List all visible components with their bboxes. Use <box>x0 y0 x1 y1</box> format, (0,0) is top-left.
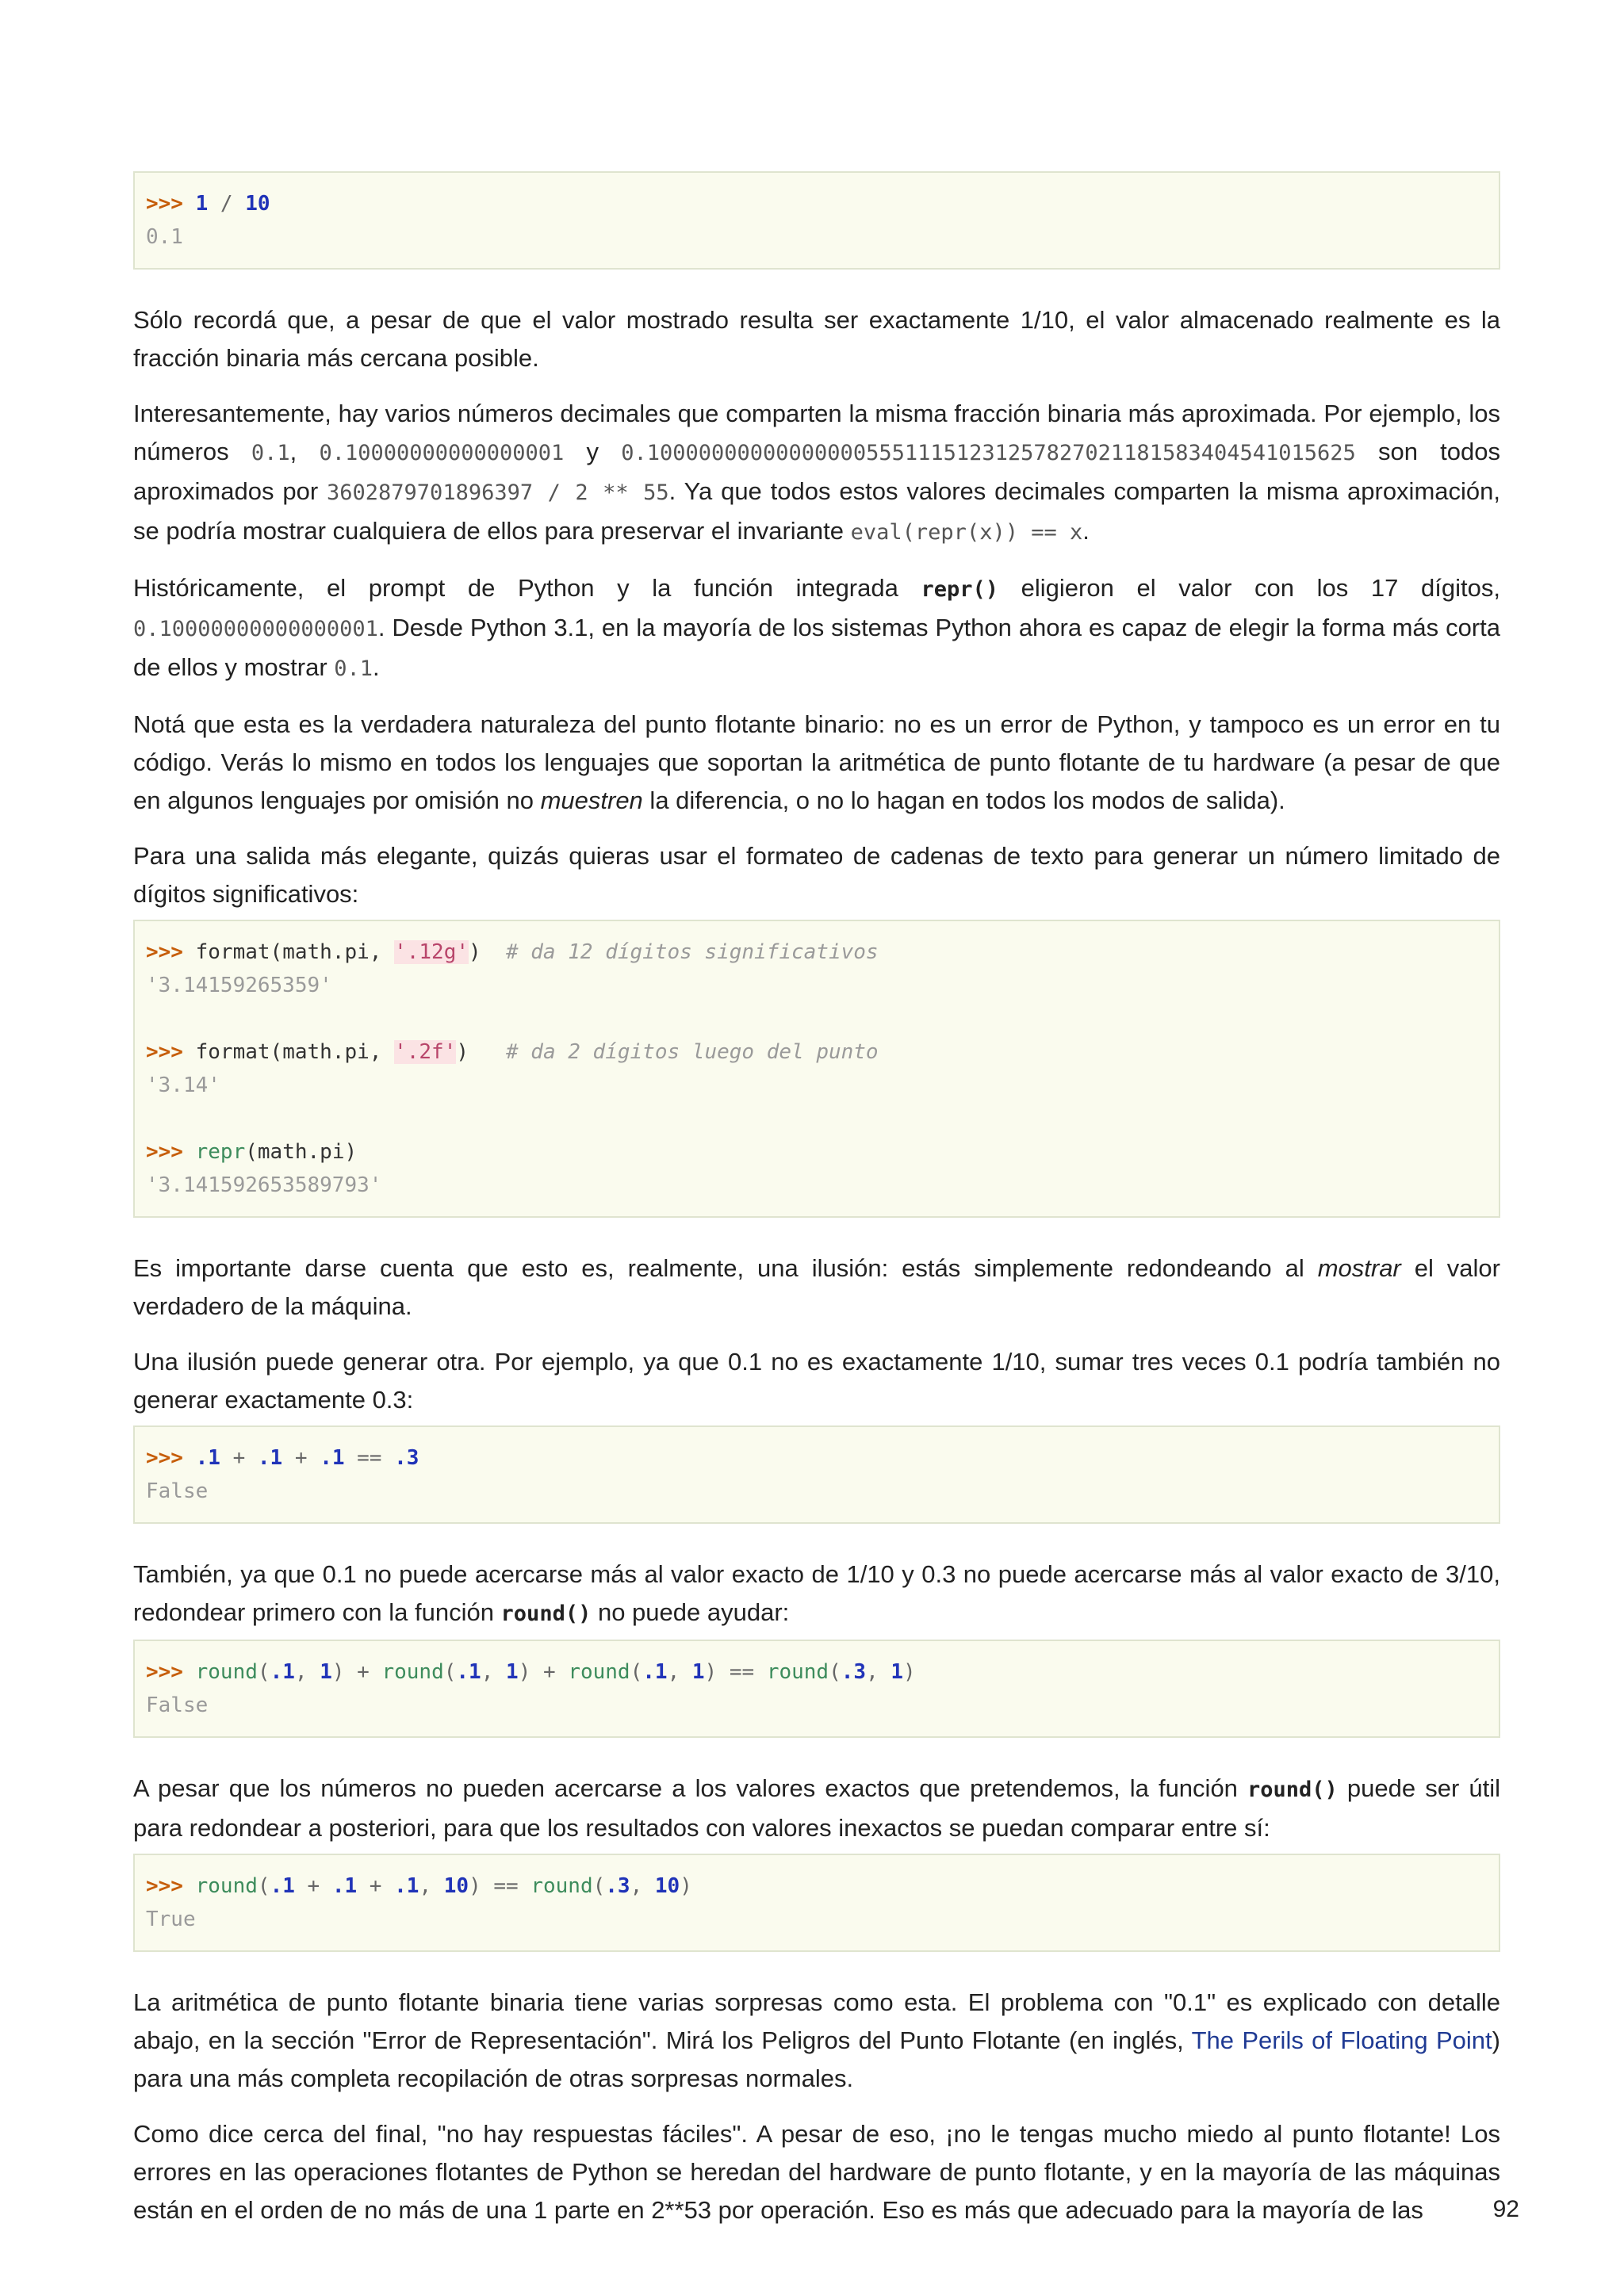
inline-code: 0.1 <box>251 441 290 465</box>
emphasis: mostrar <box>1317 1254 1401 1282</box>
text: A pesar que los números no pueden acercarse a los valores exactos que pretendemos, la función <box>133 1774 1248 1802</box>
text: También, ya que 0.1 no puede acercarse más al valor exacto de 1/10 y 0.3 no puede acercarse más al valor exacto de 3/10, redondear primero con la función <box>133 1560 1500 1626</box>
code-line: >>> round(.1, 1) + round(.1, 1) + round(.1, 1) == round(.3, 1) <box>146 1660 916 1684</box>
number: 10 <box>245 192 270 216</box>
text: . <box>373 653 380 681</box>
function-name: round <box>568 1660 630 1684</box>
text: no puede ayudar: <box>591 1598 790 1626</box>
code-output: False <box>146 1693 209 1717</box>
code-line <box>146 187 1488 220</box>
function-name: round <box>195 1660 258 1684</box>
code-block-round-after <box>133 1854 1500 1952</box>
text: Interesantemente, hay varios números decimales que comparten la misma fracción binaria más aproximada. Por ejemplo, los números <box>133 400 1500 465</box>
function-name: round <box>766 1660 829 1684</box>
inline-code-function: round() <box>1247 1777 1338 1802</box>
code-block-round-each <box>133 1640 1500 1738</box>
code-line: >>> round(.1 + .1 + .1, 10) == round(.3, 10) <box>146 1874 692 1898</box>
inline-code-function: round() <box>500 1601 592 1626</box>
code-output: '3.14' <box>146 1073 220 1097</box>
text: . Desde Python 3.1, en la mayoría de los sistemas Python ahora es capaz de elegir la forma más corta de ellos y mostrar <box>133 614 1500 681</box>
number: 1 <box>320 1660 332 1684</box>
number: .1 <box>642 1660 668 1684</box>
code-output: False <box>146 1479 209 1503</box>
function-name: round <box>530 1874 593 1898</box>
number: 1 <box>506 1660 519 1684</box>
text: el valor verdadero de la máquina. <box>133 1254 1500 1320</box>
number: .3 <box>394 1446 419 1470</box>
inline-code: eval(repr(x)) == x <box>850 520 1083 545</box>
page-number: 92 <box>1492 2196 1519 2222</box>
code-block-sum <box>133 1425 1500 1524</box>
prompt: >>> <box>146 192 183 216</box>
code-line <box>146 1035 1488 1069</box>
operator: + <box>220 1446 258 1470</box>
code-text: format(math.pi, <box>195 940 395 964</box>
number: .1 <box>320 1446 345 1470</box>
text: la diferencia, o no lo hagan en todos los modos de salida). <box>642 786 1285 814</box>
number: 1 <box>691 1660 705 1684</box>
paragraph <box>133 706 1500 820</box>
text: . Ya que todos estos valores decimales comparten la misma aproximación, se podría mostrar cualquiera de ellos para preservar el invariante <box>133 477 1500 545</box>
number: 1 <box>891 1660 904 1684</box>
paragraph <box>133 1556 1500 1633</box>
text: La aritmética de punto flotante binaria tiene varias sorpresas como esta. El problema con "0.1" es explicado con detalle abajo, en la sección "Error de Representación". Mirá los Peligros del Punto Flotante (en inglés, <box>133 1988 1500 2054</box>
paragraph <box>133 1249 1500 1326</box>
number: .1 <box>456 1660 481 1684</box>
inline-code: 3602879701896397 / 2 ** 55 <box>327 480 669 505</box>
text: ) para una más completa recopilación de otras sorpresas normales. <box>133 2026 1500 2092</box>
text: eligieron el valor con los 17 dígitos, <box>998 574 1500 602</box>
code-line <box>146 1135 1488 1169</box>
number: 10 <box>654 1874 680 1898</box>
paragraph: Para una salida más elegante, quizás quieras usar el formateo de cadenas de texto para generar un número limitado de dígitos significativos: <box>133 842 1500 908</box>
number: .1 <box>195 1446 220 1470</box>
paragraph: Sólo recordá que, a pesar de que el valor mostrado resulta ser exactamente 1/10, el valor almacenado realmente es la fracción binaria más cercana posible. <box>133 306 1500 372</box>
prompt: >>> <box>146 1874 183 1898</box>
inline-code: 0.1000000000000000055511151231257827021181583404541015625 <box>621 441 1356 465</box>
function-name: round <box>195 1874 258 1898</box>
paragraph: Como dice cerca del final, "no hay respuestas fáciles". A pesar de eso, ¡no le tengas mucho miedo al punto flotante! Los errores en las operaciones flotantes de Python se heredan del hardware de punto flotante, y en la mayoría de las máquinas están en el orden de no más de una 1 parte en 2**53 por operación. Eso es más que adecuado para la mayoría de las <box>133 2120 1500 2224</box>
code-output: 0.1 <box>146 225 183 249</box>
code-text: (math.pi) <box>245 1140 358 1164</box>
string-literal: '.12g' <box>394 940 469 964</box>
number: 1 <box>195 192 209 216</box>
number: 10 <box>443 1874 469 1898</box>
code-text: format(math.pi, <box>195 1040 395 1064</box>
paragraph <box>133 395 1500 552</box>
prompt: >>> <box>146 1140 183 1164</box>
number: .1 <box>270 1660 295 1684</box>
prompt: >>> <box>146 940 183 964</box>
prompt: >>> <box>146 1446 183 1470</box>
text: Históricamente, el prompt de Python y la función integrada <box>133 574 921 602</box>
text: . <box>1082 517 1090 545</box>
document-body <box>133 171 1500 2229</box>
paragraph <box>133 569 1500 688</box>
function-name: repr <box>195 1140 246 1164</box>
number: .3 <box>841 1660 867 1684</box>
inline-code-function: repr() <box>921 577 999 602</box>
code-text: ) <box>469 940 481 964</box>
code-line <box>146 936 1488 969</box>
operator: + <box>282 1446 320 1470</box>
paragraph <box>133 1984 1500 2098</box>
paragraph: Una ilusión puede generar otra. Por ejemplo, ya que 0.1 no es exactamente 1/10, sumar tres veces 0.1 podría también no generar exactamente 0.3: <box>133 1348 1500 1414</box>
code-block-format <box>133 920 1500 1218</box>
text: puede ser útil para redondear a posteriori, para que los resultados con valores inexactos se puedan comparar entre sí: <box>133 1774 1500 1842</box>
string-literal: '.2f' <box>394 1040 457 1064</box>
code-line <box>146 1441 1488 1475</box>
prompt: >>> <box>146 1660 183 1684</box>
number: .1 <box>331 1874 358 1898</box>
text: , <box>289 438 320 465</box>
prompt: >>> <box>146 1040 183 1064</box>
text: son todos aproximados por <box>133 438 1501 505</box>
paragraph <box>133 1770 1500 1847</box>
text: Notá que esta es la verdadera naturaleza del punto flotante binario: no es un error de Python, y tampoco es un error en tu código. Verás lo mismo en todos los lenguajes que soportan la aritmética de punto flotante de tu hardware (a pesar de que en algunos lenguajes por omisión no <box>133 710 1500 814</box>
code-text: ) <box>456 1040 469 1064</box>
inline-code: 0.10000000000000001 <box>319 441 565 465</box>
code-comment: # da 2 dígitos luego del punto <box>505 1040 879 1064</box>
number: .1 <box>270 1874 295 1898</box>
text: Es importante darse cuenta que esto es, realmente, una ilusión: estás simplemente redondeando al <box>133 1254 1318 1282</box>
inline-code: 0.1 <box>334 656 373 681</box>
number: .1 <box>394 1874 419 1898</box>
code-output: '3.14159265359' <box>146 974 332 997</box>
inline-code: 0.10000000000000001 <box>133 617 378 641</box>
code-block-division <box>133 171 1500 270</box>
operator: == <box>344 1446 395 1470</box>
text: y <box>564 438 622 465</box>
emphasis: muestren <box>540 786 643 814</box>
operator: / <box>208 192 246 216</box>
number: .3 <box>605 1874 630 1898</box>
function-name: round <box>381 1660 444 1684</box>
number: .1 <box>257 1446 283 1470</box>
code-output: '3.141592653589793' <box>146 1173 382 1197</box>
code-output: True <box>146 1908 196 1931</box>
perils-link[interactable]: The Perils of Floating Point <box>1191 2026 1492 2054</box>
code-comment: # da 12 dígitos significativos <box>505 940 879 964</box>
